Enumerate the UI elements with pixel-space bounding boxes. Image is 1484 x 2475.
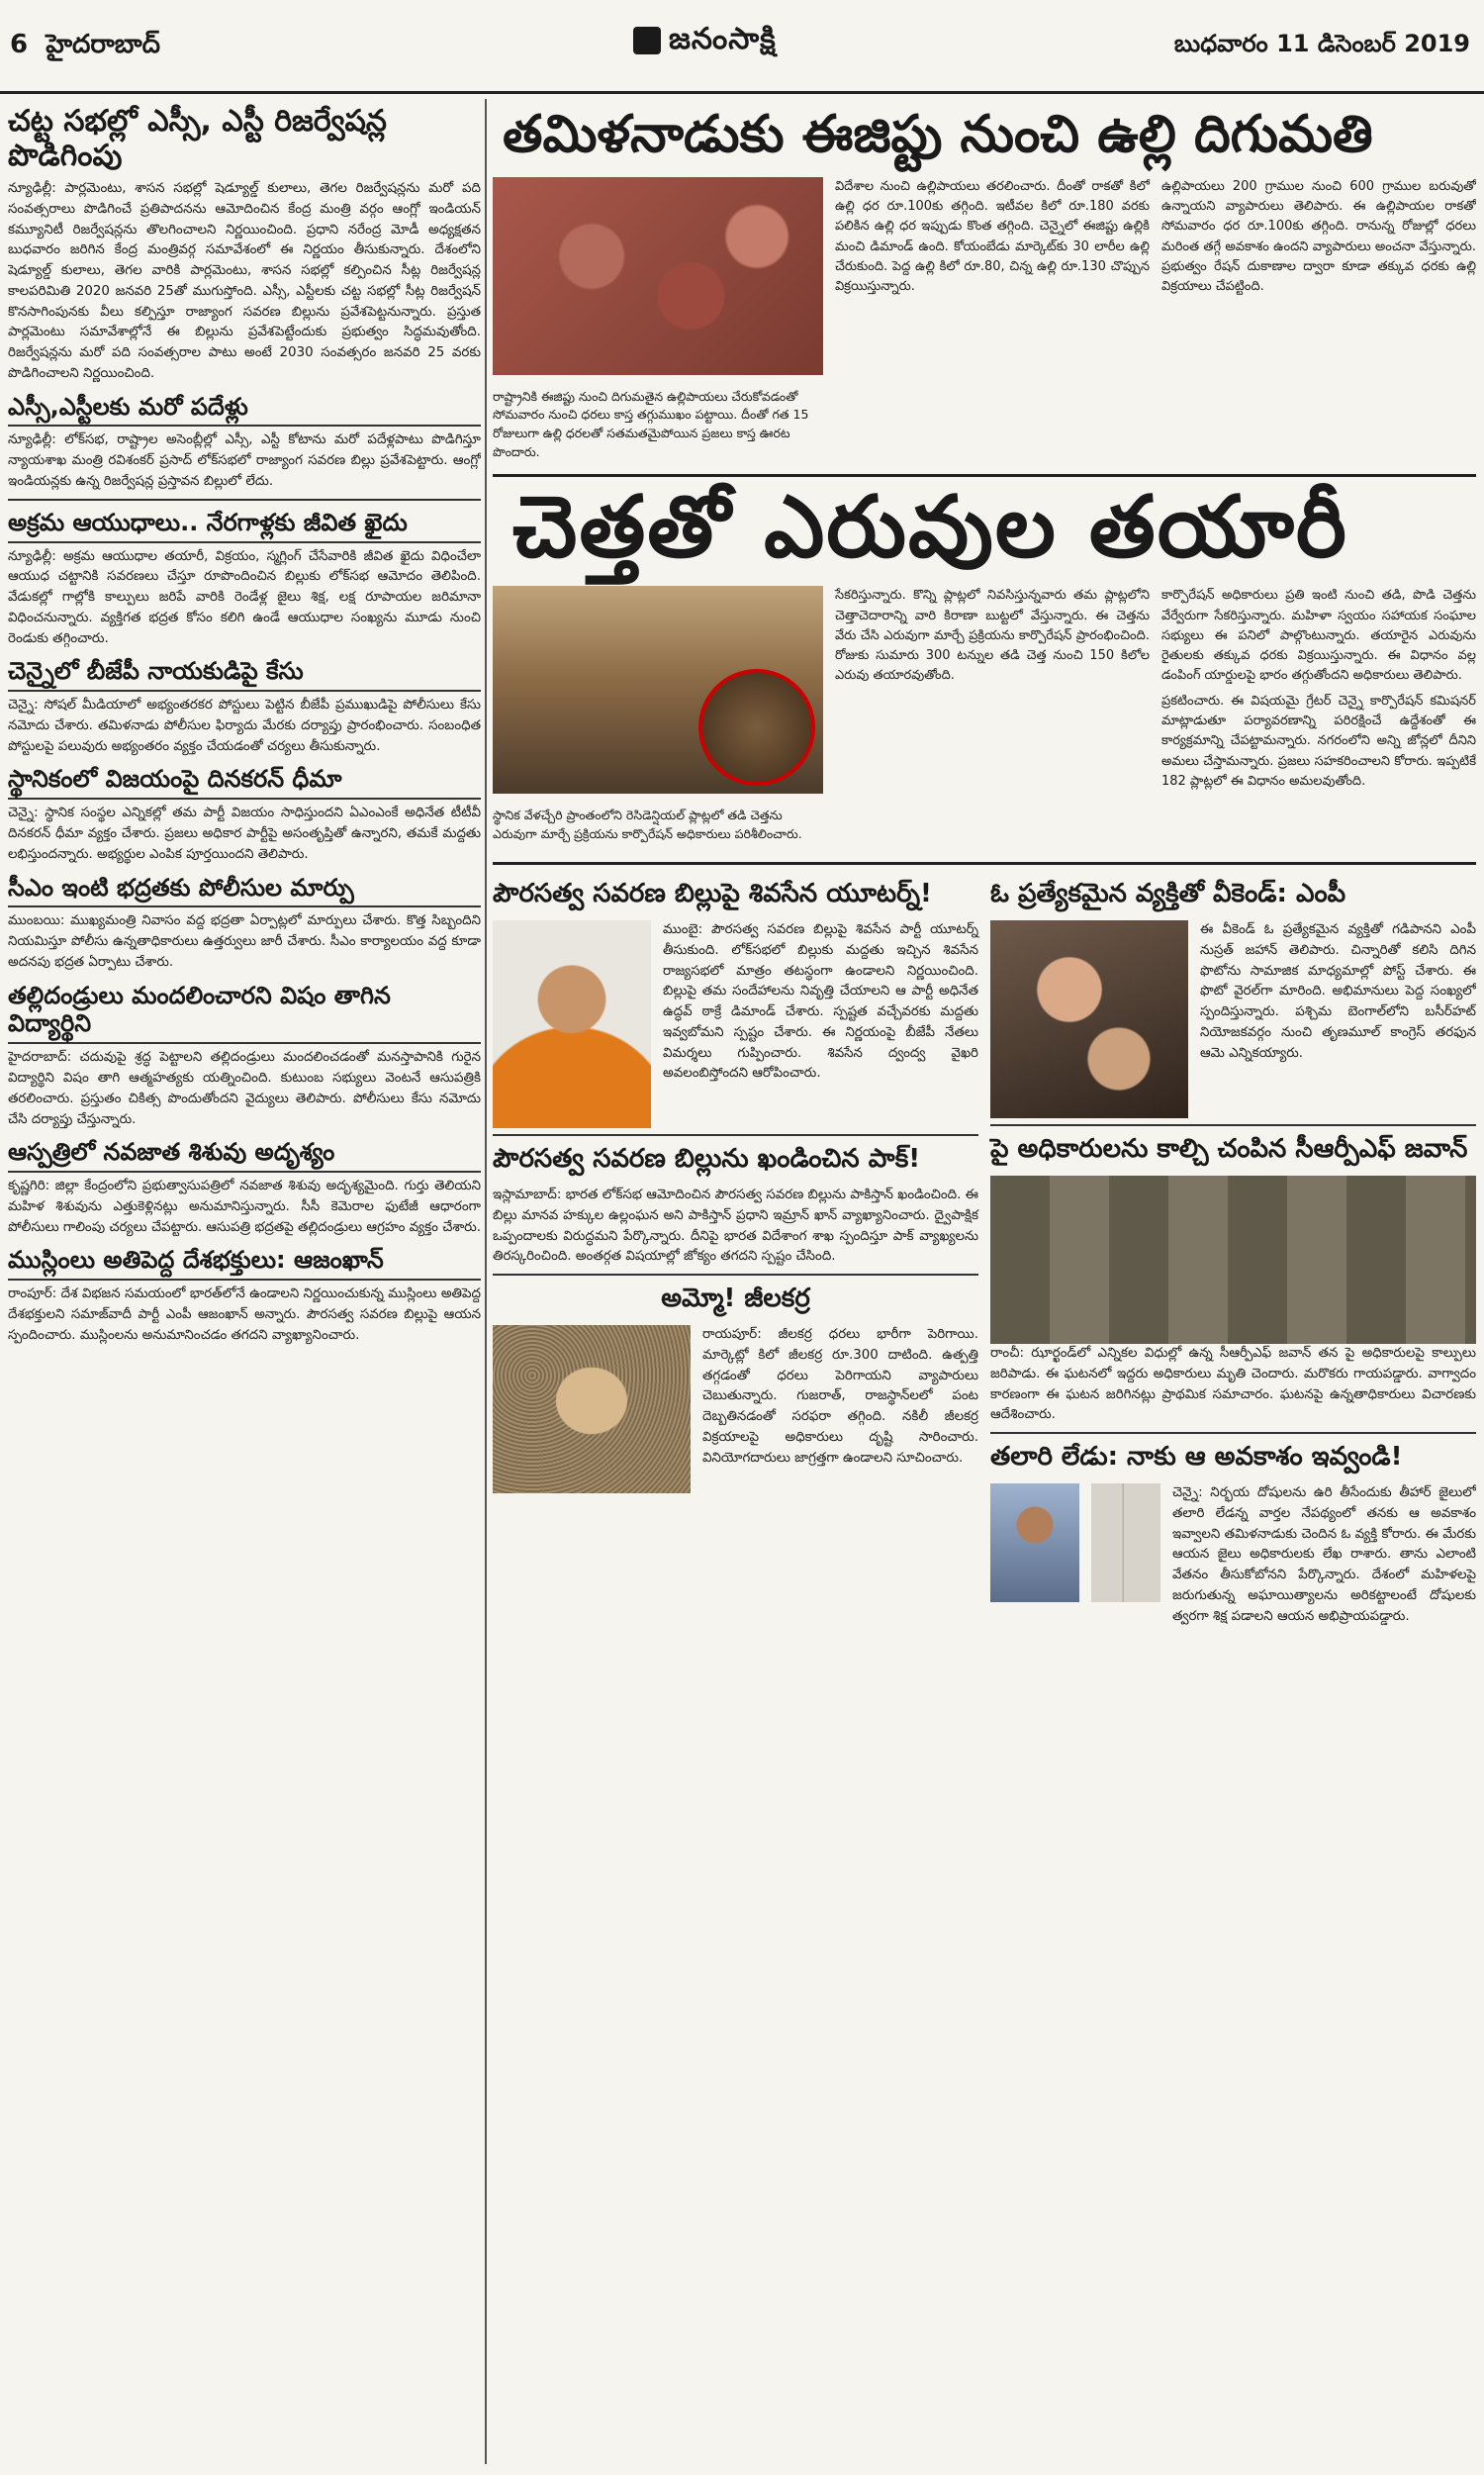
city-label: హైదరాబాద్ [46,30,161,59]
article-headline: పౌరసత్వ సవరణ బిల్లుపై శివసేన యూటర్న్! [493,878,932,908]
cumin-photo [493,1325,691,1493]
feature-headline: చెత్తతో ఎరువుల తయారీ [493,474,1476,586]
mp-family-photo [990,920,1188,1118]
article-body: చెన్నై: సోషల్ మీడియాలో అభ్యంతరకర పోస్టులు పెట్టిన బీజేపీ ప్రముఖుడిపై పోలీసులు కేసు నమోదు చేశారు. తమిళనాడు పోలీసుల ఫిర్యాదు మేరకు దర్యాప్తు ప్రారంభించారు. సంబంధిత పోస్టులపై పలువురు అభ్యంతరం వ్యక్తం చేయడంతో చర్యలు తీసుకున్నారు. [8,698,481,754]
article-headline: స్థానికంలో విజయంపై దినకరన్ ధీమా [8,765,481,800]
article-headline: అమ్మో! జీలకర్ర [661,1284,810,1314]
article-headline: పై అధికారులను కాల్చి చంపిన సీఆర్పీఎఫ్ జవాన్ [990,1133,1468,1164]
article-body: ముంబై: పౌరసత్వ సవరణ బిల్లుపై శివసేన పార్టీ యూటర్న్ తీసుకుంది. లోక్‌సభలో బిల్లుకు మద్దతు ఇచ్చిన శివసేన రాజ్యసభలో మాత్రం తటస్థంగా ఉండాలని నిర్ణయించింది. బిల్లుపై తమ సందేహాలను నివృత్తి చేయాలని ఆ పార్టీ అధినేత ఉద్ధవ్ ఠాక్రే డిమాండ్ చేశారు. స్పష్టత వచ్చేవరకు మద్దతు ఇవ్వబోమని స్పష్టం చేశారు. ఈ నిర్ణయంపై బీజేపీ నేతలు విమర్శలు గుప్పించారు. శివసేన ద్వంద్వ వైఖరి అవలంబిస్తోందని ఆరోపించారు. [663,921,978,1082]
article-body: రాంచీ: ఝార్ఖండ్‌లో ఎన్నికల విధుల్లో ఉన్న సీఆర్పీఎఫ్ జవాన్ తన పై అధికారులపై కాల్పులు జరిపాడు. ఈ ఘటనలో ఇద్దరు అధికారులు మృతి చెందారు. మరొకరు గాయపడ్డారు. వాగ్వాదం కారణంగా ఈ ఘటన జరిగినట్లు ప్రాథమిక సమాచారం. ఘటనపై ఉన్నతాధికారులు విచారణకు ఆదేశించారు. [990,1345,1476,1423]
lead-headline: తమిళనాడుకు ఈజిప్టు నుంచి ఉల్లి దిగుమతి [503,105,1373,164]
article-body: ముంబయి: ముఖ్యమంత్రి నివాసం వద్ద భద్రతా ఏర్పాట్లలో మార్పులు చేశారు. కొత్త సిబ్బందిని నియమిస్తూ పోలీసు ఉన్నతాధికారులు ఉత్తర్వులు జారీ చేశారు. సీఎం కార్యాలయం వద్ద కూడా అదనపు భద్రత ఏర్పాటు చేశారు. [8,913,481,970]
paper-name-text: జనంసాక్షి [669,22,777,56]
article-body: న్యూఢిల్లీ: లోక్‌సభ, రాష్ట్రాల అసెంబ్లీల్లో ఎస్సీ, ఎస్టీ కోటాను మరో పదేళ్లపాటు పొడిగిస్తూ న్యాయశాఖ మంత్రి రవిశంకర్ ప్రసాద్ లోక్‌సభలో రాజ్యాంగ సవరణ బిల్లు ప్రవేశపెట్టారు. ఆంగ్లో ఇండియన్లకు ఉన్న రిజర్వేషన్ల ప్రస్తావన బిల్లులో లేదు. [8,432,481,489]
divider [990,1432,1476,1434]
article-headline: చట్ట సభల్లో ఎస్సీ, ఎస్టీ రిజర్వేషన్ల పొడిగింపు [8,104,387,173]
article-body: ఇస్లామాబాద్: భారత లోక్‌సభ ఆమోదించిన పౌరసత్వ సవరణ బిల్లును పాకిస్తాన్ ఖండించింది. ఈ బిల్లు మానవ హక్కుల ఉల్లంఘన అని పాకిస్తాన్ ప్రధాని ఇమ్రాన్ ఖాన్ వ్యాఖ్యానించారు. ద్వైపాక్షిక ఒప్పందాలకు విరుద్ధమని పేర్కొన్నారు. దీనిపై భారత విదేశాంగ శాఖ స్పందిస్తూ పాక్ వ్యాఖ్యలను తిరస్కరించింది. అంతర్గత విషయాల్లో జోక్యం తగదని స్పష్టం చేసింది. [493,1187,978,1265]
article-body: చెన్నై: స్థానిక సంస్థల ఎన్నికల్లో తమ పార్టీ విజయం సాధిస్తుందని ఏఎంఎంకే అధినేత టీటీవీ దినకరన్ ధీమా వ్యక్తం చేశారు. ప్రజలు అధికార పార్టీపై అసంతృప్తితో ఉన్నారని, తమకే మద్దతు లభిస్తుందన్నారు. అభ్యర్థుల ఎంపిక పూర్తయిందని తెలిపారు. [8,806,481,862]
divider [493,1134,978,1136]
article-body: న్యూఢిల్లీ: పార్లమెంటు, శాసన సభల్లో షెడ్యూల్డ్ కులాలు, తెగల రిజర్వేషన్లను మరో పది సంవత్సరాలు పొడిగించే ప్రతిపాదనను ఆమోదించిన కేంద్ర మంత్రి వర్గం ఆంగ్లో ఇండియన్ కమ్యూనిటీ రిజర్వేషన్లను తొలగించాలని నిర్ణయించింది. ప్రధాని నరేంద్ర మోడీ అధ్యక్షతన బుధవారం జరిగిన కేంద్ర మంత్రివర్గ సమావేశంలో ఈ నిర్ణయం తీసుకున్నారు. దేశంలోని షెడ్యూల్డ్ కులాలు, తెగల వారికి పార్లమెంటు, శాసన సభల్లో కల్పించిన సీట్ల రిజర్వేషన్ల కాలపరిమితి 2020 జనవరి 25తో ముగుస్తోంది. ఎస్సీ, ఎస్టీలకు చట్ట సభల్లో సీట్ల రిజర్వేషన్ కొనసాగింపునకు వీలు కల్పిస్తూ రాజ్యాంగ సవరణ బిల్లును ప్రవేశపెట్టనున్నారు. ప్రస్తుత పార్లమెంటు సమావేశాల్లోనే ఈ బిల్లును ప్రవేశపెట్టేందుకు ప్రభుత్వం సిద్ధమవుతోంది. రిజర్వేషన్లను మరో పది సంవత్సరాల పాటు అంటే 2030 సంవత్సరం జనవరి 25 వరకు పొడిగించాలని నిర్ణయించింది. [8,181,481,381]
article-headline: ఎస్సీ,ఎస్టీలకు మరో పదేళ్లు [8,393,481,428]
article-body: న్యూఢిల్లీ: అక్రమ ఆయుధాల తయారీ, విక్రయం, స్మగ్లింగ్ చేసేవారికి జీవిత ఖైదు విధించేలా ఆయుధ చట్టానికి సవరణలు చేస్తూ రూపొందించిన బిల్లుకు లోక్‌సభ ఆమోదం తెలిపింది. వేడుకల్లో గాల్లోకి కాల్పులు జరిపే వారికి రెండేళ్ల జైలు శిక్ష, లక్ష రూపాయల జరిమానా విధించనున్నారు. వ్యక్తిగత భద్రత కోసం కలిగి ఉండే ఆయుధాల సంఖ్యను మూడు నుంచి రెండుకు తగ్గించారు. [8,548,481,646]
article-body: ఉల్లిపాయలు 200 గ్రాముల నుంచి 600 గ్రాముల బరువుతో ఉన్నాయని వ్యాపారులు తెలిపారు. ఈ ఉల్లిపాయల రాకతో సోమవారం ధర రూ.100కు తగ్గింది. రానున్న రోజుల్లో ధరలు మరింత తగ్గే అవకాశం ఉందని వ్యాపారులు అంచనా వేస్తున్నారు. ప్రభుత్వం రేషన్ దుకాణాల ద్వారా కూడా తక్కువ ధరకు ఉల్లి విక్రయాలు చేపట్టింది. [1160,179,1476,294]
article-body: చెన్నై: నిర్భయ దోషులను ఉరి తీసేందుకు తీహార్ జైలులో తలారి లేడన్న వార్తల నేపథ్యంలో తనకు ఆ అవకాశం ఇవ్వాలని తమిళనాడుకు చెందిన ఓ వ్యక్తి కోరారు. ఈ మేరకు ఆయన జైలు అధికారులకు లేఖ రాశారు. తాను ఎలాంటి వేతనం తీసుకోబోనని పేర్కొన్నారు. దేశంలో మహిళలపై జరుగుతున్న అఘాయిత్యాలను అరికట్టాలంటే దోషులకు త్వరగా శిక్ష పడాలని ఆయన అభిప్రాయపడ్డారు. [1172,1485,1476,1624]
column-divider [485,99,487,2464]
article-body: ప్రకటించారు. ఈ విషయమై గ్రేటర్ చెన్నై కార్పొరేషన్ కమిషనర్ మాట్లాడుతూ పర్యావరణాన్ని పరిరక్షించే ఉద్దేశంతో ఈ కార్యక్రమాన్ని చేపట్టామన్నారు. నగరంలోని అన్ని జోన్లలో దీనిని అమలు చేస్తామన్నారు. ప్రజలు సహకరించాలని కోరారు. ఇప్పటికే 182 ప్లాట్లలో ఈ విధానం అమలవుతోంది. [1160,694,1476,789]
article-headline: పౌరసత్వ సవరణ బిల్లును ఖండించిన పాక్! [493,1143,921,1174]
gallows-photo [1091,1483,1160,1602]
article-body: కార్పొరేషన్ అధికారులు ప్రతి ఇంటి నుంచి తడి, పొడి చెత్తను వేర్వేరుగా సేకరిస్తున్నారు. మహిళా స్వయం సహాయక సంఘాల సభ్యులు ఈ పనిలో పాల్గొంటున్నారు. తయారైన ఎరువును రైతులకు తక్కువ ధరకు విక్రయిస్తున్నారు. ఈ విధానం వల్ల డంపింగ్ యార్డులపై భారం తగ్గుతోందని అధికారులు తెలిపారు. [1160,588,1476,684]
article-body: సేకరిస్తున్నారు. కొన్ని ప్లాట్లలో నివసిస్తున్నవారు తమ ప్లాట్లలోని చెత్తాచెదారాన్ని వారి కిరాణా బుట్టలో వేస్తున్నారు. ఈ చెత్తను వేరు చేసి ఎరువుగా మార్చే ప్రక్రియను కార్పొరేషన్ ప్రారంభించింది. రోజుకు సుమారు 300 టన్నుల తడి చెత్త నుంచి 150 కిలోల ఎరువు తయారవుతోంది. [834,588,1150,684]
divider [990,1124,1476,1126]
photo-caption: స్థానిక వేళచ్చేరి ప్రాంతంలోని రెసిడెన్షియల్ ప్లాట్లలో తడి చెత్తను ఎరువుగా మార్చే ప్రక్రియను కార్పొరేషన్ అధికారులు పరిశీలించారు. [493,807,802,841]
page-header-left [10,30,160,65]
crpf-photo [990,1176,1476,1344]
article-body: రాయపూర్: జీలకర్ర ధరలు భారీగా పెరిగాయి. మార్కెట్లో కిలో జీలకర్ర రూ.300 దాటింది. ఉత్పత్తి తగ్గడంతో ధరలు పెరిగాయని వ్యాపారులు చెబుతున్నారు. గుజరాత్, రాజస్థాన్‌లలో పంట దెబ్బతినడంతో సరఫరా తగ్గింది. నకిలీ జీలకర్ర విక్రయాలపై అధికారులు దృష్టి సారించారు. వినియోగదారులు జాగ్రత్తగా ఉండాలని సూచించారు. [702,1327,978,1466]
divider [8,499,481,501]
politician-photo [493,920,651,1128]
article-body: ఈ వీకెండ్ ఓ ప్రత్యేకమైన వ్యక్తితో గడిపానని ఎంపీ నుస్రత్ జహాన్ తెలిపారు. చిన్నారితో కలిసి దిగిన ఫొటోను సామాజిక మాధ్యమాల్లో పోస్ట్ చేశారు. ఈ ఫొటో వైరల్‌గా మారింది. అభిమానులు పెద్ద సంఖ్యలో స్పందిస్తున్నారు. పశ్చిమ బెంగాల్‌లోని బసీర్‌హట్ నియోజకవర్గం నుంచి తృణమూల్ కాంగ్రెస్ తరఫున ఆమె ఎన్నికయ్యారు. [1200,921,1476,1061]
left-column [8,99,481,2464]
article-body: కృష్ణగిరి: జిల్లా కేంద్రంలోని ప్రభుత్వాసుపత్రిలో నవజాత శిశువు అదృశ్యమైంది. గుర్తు తెలియని మహిళ శిశువును ఎత్తుకెళ్లినట్లు అనుమానిస్తున్నారు. సీసీ కెమెరాల ఫుటేజీ ఆధారంగా పోలీసులు గాలింపు చర్యలు చేపట్టారు. ఆసుపత్రి భద్రతపై తల్లిదండ్రులు ఆగ్రహం వ్యక్తం చేశారు. [8,1179,481,1235]
right-area [493,99,1476,2464]
compost-inset-photo [698,669,815,786]
masthead [0,0,1484,94]
paper-name [633,22,777,63]
issue-date: బుధవారం 11 డిసెంబర్ 2019 [1173,30,1470,57]
article-headline: తల్లిదండ్రులు మందలించారని విషం తాగిన విద్యార్థిని [8,982,481,1045]
article-headline: అక్రమ ఆయుధాలు.. నేరగాళ్లకు జీవిత ఖైదు [8,509,481,543]
compost-photo [493,586,823,794]
article-headline: సీఎం ఇంటి భద్రతకు పోలీసుల మార్పు [8,874,481,908]
divider [493,1274,978,1276]
logo-icon [633,27,661,54]
photo-caption: రాష్ట్రానికి ఈజిప్టు నుంచి దిగుమతైన ఉల్లిపాయలు చేరుకోవడంతో సోమవారం నుంచి ధరలు కాస్త తగ్గుముఖం పట్టాయి. దీంతో గత 15 రోజులుగా ఉల్లి ధరలతో సతమతమైపోయిన ప్రజలు కాస్త ఊరట పొందారు. [493,388,809,459]
person-photo [990,1483,1079,1602]
article-headline: తలారి లేడు: నాకు ఆ అవకాశం ఇవ్వండి! [990,1442,1403,1473]
article-headline: ఓ ప్రత్యేకమైన వ్యక్తితో వీకెండ్: ఎంపీ [990,878,1346,908]
article-body: హైదరాబాద్: చదువుపై శ్రద్ధ పెట్టాలని తల్లిదండ్రులు మందలించడంతో మనస్తాపానికి గురైన విద్యార్థిని విషం తాగి ఆత్మహత్యకు యత్నించింది. కుటుంబ సభ్యులు వెంటనే ఆసుపత్రికి తరలించారు. ప్రస్తుతం చికిత్స పొందుతోందని వైద్యులు తెలిపారు. పోలీసులు కేసు నమోదు చేసి దర్యాప్తు చేస్తున్నారు. [8,1050,481,1127]
article-body: రాంపూర్: దేశ విభజన సమయంలో భారత్‌లోనే ఉండాలని నిర్ణయించుకున్న ముస్లింలు అతిపెద్ద దేశభక్తులని సమాజ్‌వాదీ పార్టీ ఎంపీ ఆజంఖాన్ అన్నారు. పౌరసత్వ సవరణ బిల్లుపై ఆయన స్పందించారు. ముస్లింలను అనుమానించడం తగదని వ్యాఖ్యానించారు. [8,1286,481,1343]
article-headline: చెన్నైలో బీజేపీ నాయకుడిపై కేసు [8,657,481,692]
article-body: విదేశాల నుంచి ఉల్లిపాయలు తరలించారు. దీంతో రాకతో కిలో ఉల్లి ధర రూ.100కు తగ్గింది. ఇటీవల కిలో రూ.180 వరకు పలికిన ఉల్లి ధర ఇప్పుడు కొంత తగ్గింది. చెన్నైలో ఈజిప్టు ఉల్లికి మంచి డిమాండ్ ఉంది. కోయంబేడు మార్కెట్‌కు 30 లారీల ఉల్లి చేరుకుంది. పెద్ద ఉల్లి కిలో రూ.80, చిన్న ఉల్లి రూ.130 చొప్పున విక్రయిస్తున్నారు. [834,179,1150,294]
page-number: 6 [10,30,29,59]
article-headline: ఆస్పత్రిలో నవజాత శిశువు అదృశ్యం [8,1138,481,1173]
onion-photo [493,177,823,375]
article-headline: ముస్లింలు అతిపెద్ద దేశభక్తులు: ఆజంఖాన్ [8,1246,481,1281]
